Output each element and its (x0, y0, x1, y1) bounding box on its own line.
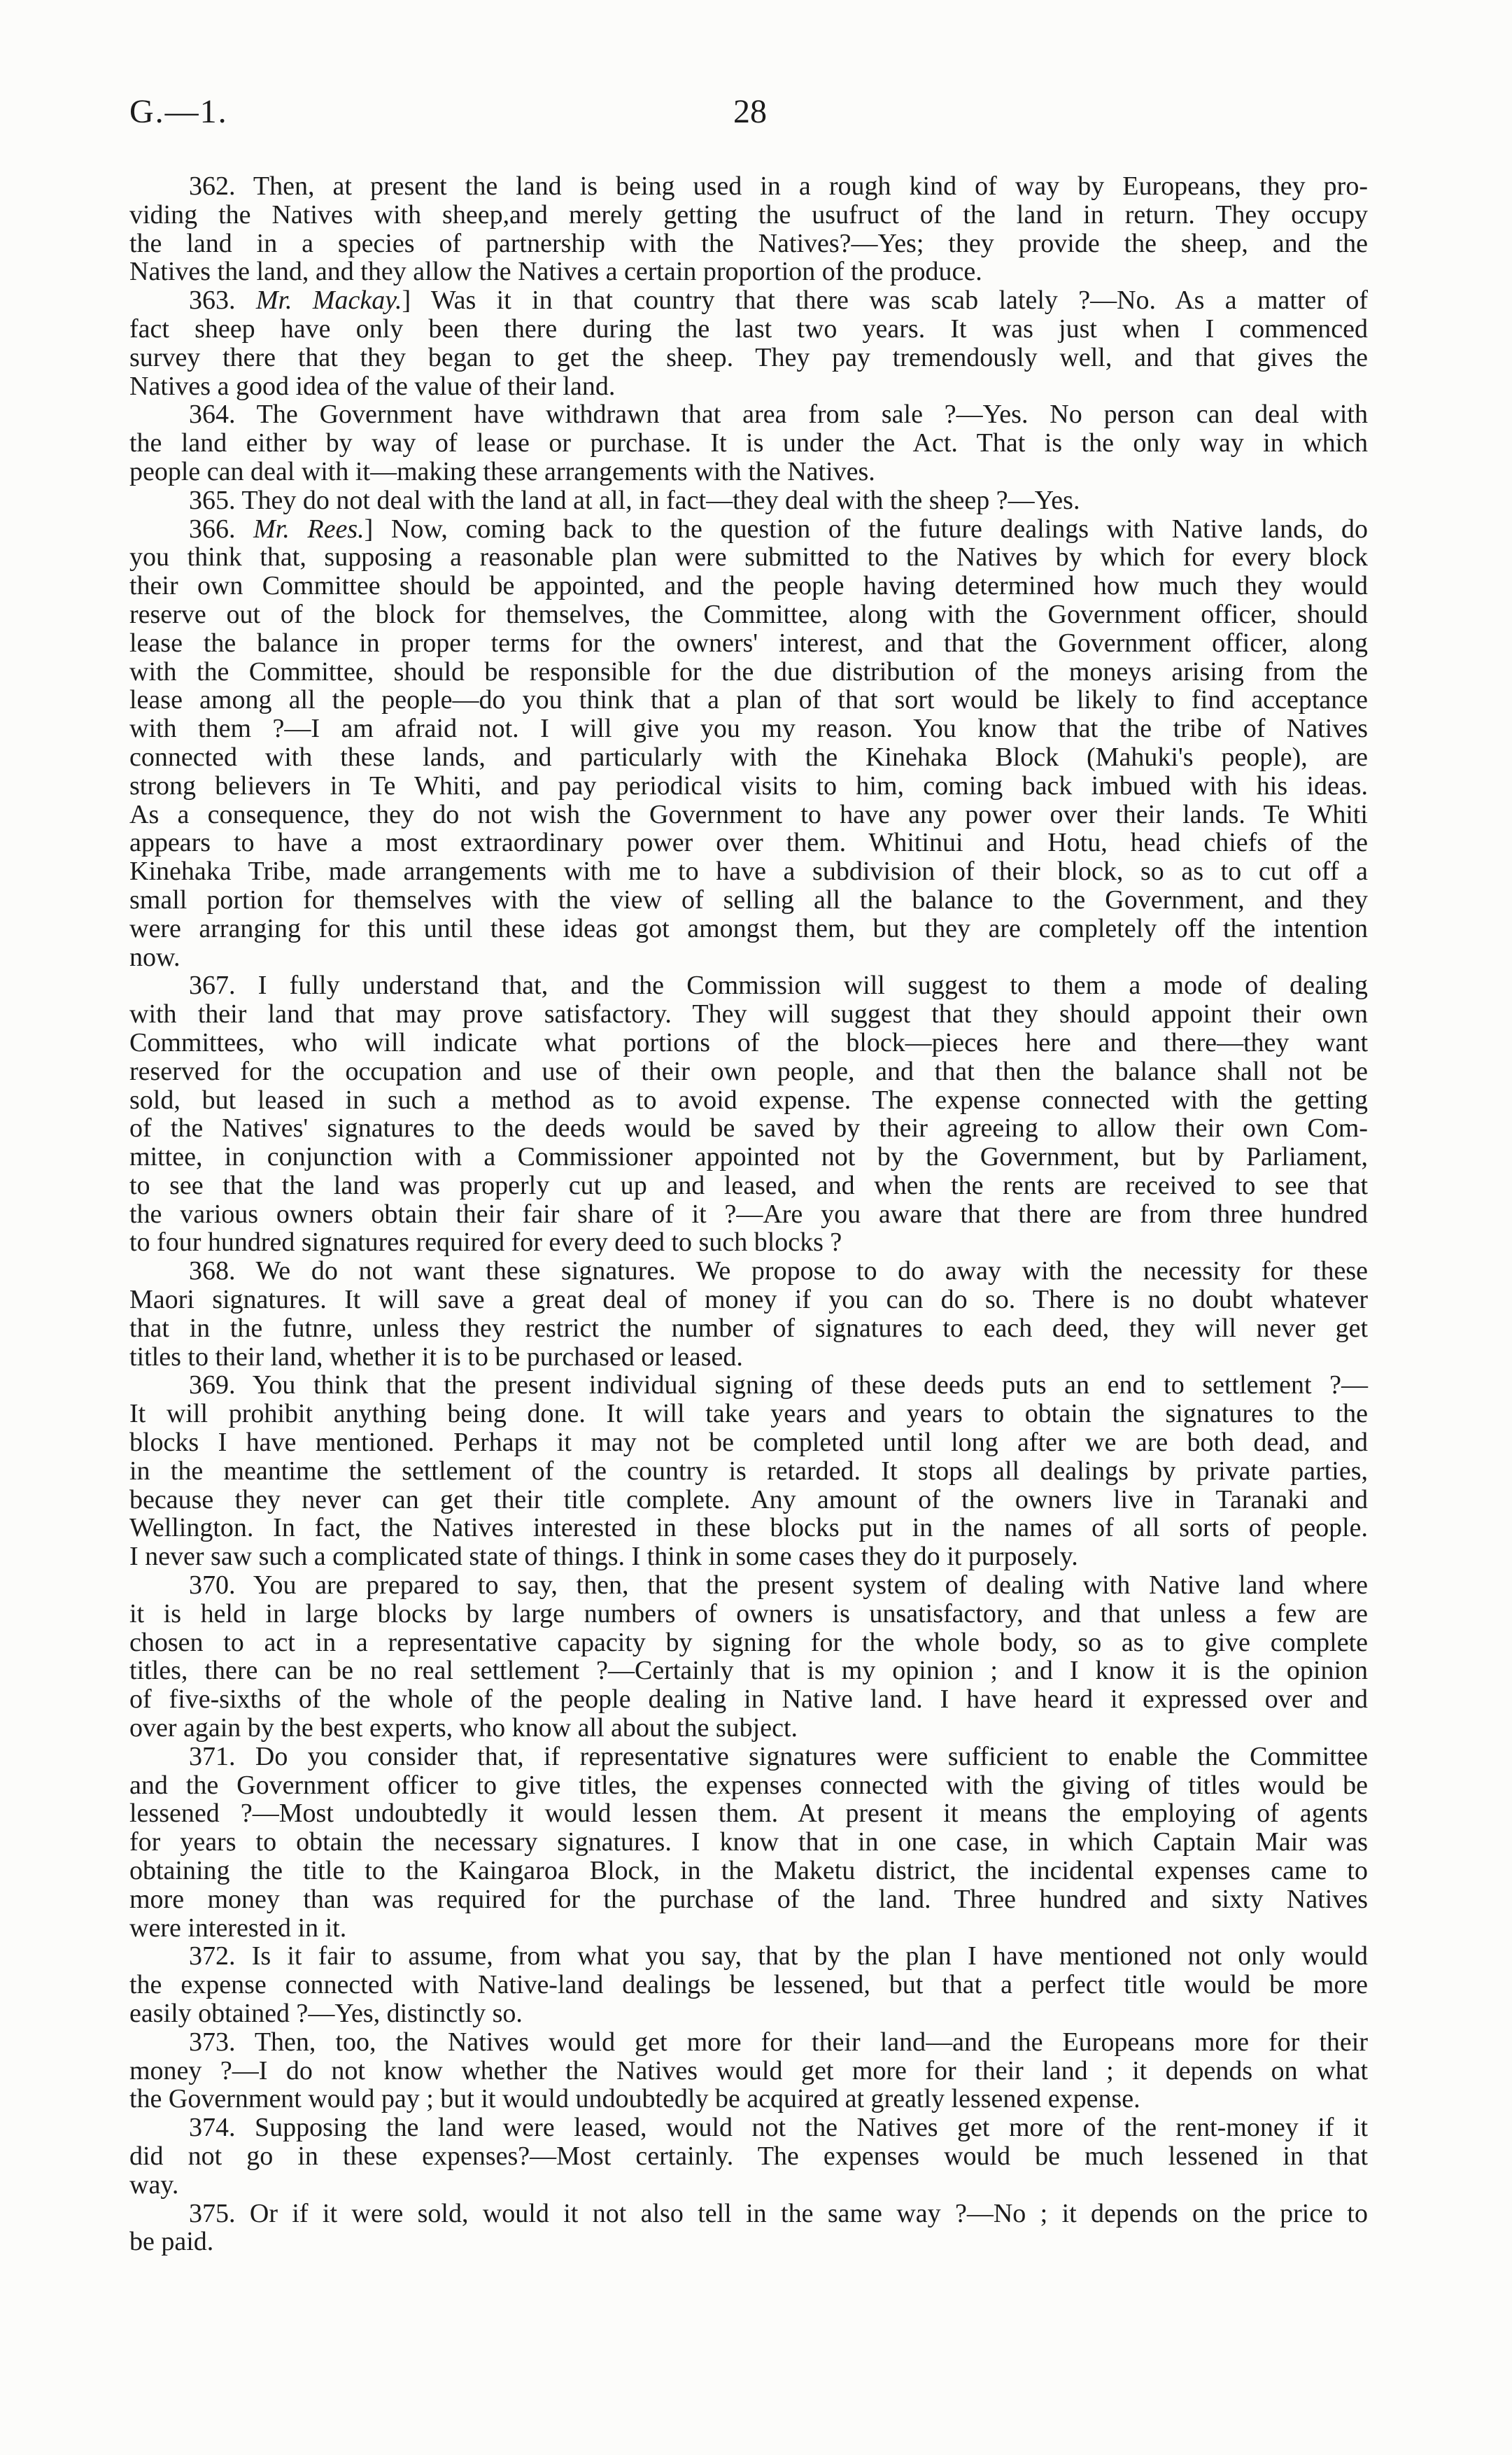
text-line: were arranging for this until these ideas got amongst them, but they are completely off the intention (129, 913, 1368, 943)
text-line (129, 2028, 1368, 2057)
question-number: 374. (189, 2113, 236, 2143)
question-number: 366. (189, 514, 236, 544)
question-number: 369. (189, 1370, 236, 1400)
paragraph-366 (129, 515, 1368, 972)
paragraph-374 (129, 2113, 1368, 2199)
paragraph-363 (129, 286, 1368, 400)
text-line: viding the Natives with sheep,and merely getting the usufruct of the land in return. They occupy (129, 199, 1368, 230)
series-code: G.—1. (129, 93, 228, 130)
paragraph-373 (129, 2028, 1368, 2113)
text-line: more money than was required for the purchase of the land. Three hundred and sixty Natives (129, 1884, 1368, 1914)
question-number: 367. (189, 971, 236, 1001)
line-text: We do not want these signatures. We propose to do away with the necessity for these (255, 1256, 1368, 1286)
text-line: with their land that may prove satisfactory. They will suggest that they should appoint their own (129, 999, 1368, 1029)
text-line: fact sheep have only been there during the last two years. It was just when I commenced (129, 314, 1368, 344)
text-line: you think that, supposing a reasonable plan were submitted to the Natives by which for every block (129, 542, 1368, 572)
paragraph-367 (129, 971, 1368, 1257)
text-line (129, 2200, 1368, 2228)
line-text: Do you consider that, if representative signatures were sufficient to enable the Committee (255, 1741, 1368, 1771)
text-line: obtaining the title to the Kaingaroa Block, in the Maketu district, the incidental expenses came to (129, 1856, 1368, 1886)
line-text: You think that the present individual signing of these deeds puts an end to settlement ?— (252, 1370, 1369, 1400)
text-line: survey there that they began to get the sheep. They pay tremendously well, and that gives the (129, 342, 1368, 372)
text-line: reserve out of the block for themselves, the Committee, along with the Government officer, should (129, 599, 1368, 629)
text-line (129, 515, 1368, 544)
line-text: Then, at present the land is being used in a rough kind of way by Europeans, they pro- (253, 171, 1368, 201)
paragraph-370 (129, 1571, 1368, 1743)
text-line (129, 1571, 1368, 1600)
line-text: Supposing the land were leased, would not the Natives get more of the rent-money if it (255, 2113, 1369, 2143)
question-number: 362. (189, 171, 236, 201)
document-body (129, 172, 1368, 2256)
text-line: Natives the land, and they allow the Natives a certain proportion of the produce. (129, 257, 982, 287)
text-line: Committees, who will indicate what portions of the block—pieces here and there—they want (129, 1027, 1368, 1057)
text-line: lessened ?—Most undoubtedly it would lessen them. At present it means the employing of agents (129, 1799, 1368, 1829)
text-line: for years to obtain the necessary signatures. I know that in one case, in which Captain Mair was (129, 1827, 1368, 1857)
text-line: titles, there can be no real settlement ?—Certainly that is my opinion ; and I know it is the opinion (129, 1656, 1368, 1686)
text-line: in the meantime the settlement of the country is retarded. It stops all dealings by private parties, (129, 1456, 1368, 1486)
line-text: The Government have withdrawn that area from sale ?—Yes. No person can deal with (256, 400, 1368, 430)
text-line (129, 1743, 1368, 1771)
paragraph-368 (129, 1257, 1368, 1371)
text-line: titles to their land, whether it is to be purchased or leased. (129, 1342, 743, 1372)
paragraph-369 (129, 1371, 1368, 1571)
line-text: Is it fair to assume, from what you say, that by the plan I have mentioned not only would (251, 1941, 1368, 1971)
text-line (129, 172, 1368, 201)
text-line: the various owners obtain their fair share of it ?—Are you aware that there are from three hundred (129, 1199, 1368, 1229)
text-line: the land either by way of lease or purchase. It is under the Act. That is the only way in which (129, 428, 1368, 458)
paragraph-365 (129, 486, 1368, 515)
text-line (129, 1257, 1368, 1286)
text-line: chosen to act in a representative capacity by signing for the whole body, so as to give complete (129, 1627, 1368, 1657)
text-line: sold, but leased in such a method as to avoid expense. The expense connected with the getting (129, 1085, 1368, 1115)
running-head (129, 94, 1368, 129)
text-line (129, 1942, 1368, 1971)
text-line: now. (129, 942, 181, 972)
text-line: and the Government officer to give titles, the expenses connected with the giving of titles would be (129, 1770, 1368, 1800)
question-number: 370. (189, 1570, 236, 1601)
text-line: because they never can get their title complete. Any amount of the owners live in Taranaki and (129, 1484, 1368, 1514)
text-line (129, 486, 1368, 515)
text-line: Kinehaka Tribe, made arrangements with me to have a subdivision of their block, so as to cut off a (129, 857, 1368, 887)
line-text: I fully understand that, and the Commission will suggest to them a mode of dealing (257, 971, 1368, 1001)
text-line: easily obtained ?—Yes, distinctly so. (129, 1999, 523, 2028)
text-line: blocks I have mentioned. Perhaps it may not be completed until long after we are both dead, and (129, 1428, 1368, 1458)
text-line: their own Committee should be appointed, and the people having determined how much they would (129, 571, 1368, 601)
line-text: ] Was it in that country that there was scab lately ?—No. As a matter of (402, 286, 1369, 316)
line-text: You are prepared to say, then, that the present system of dealing with Native land where (253, 1570, 1368, 1601)
paragraph-372 (129, 1942, 1368, 2027)
text-line: to four hundred signatures required for every deed to such blocks ? (129, 1228, 842, 1258)
text-line: be paid. (129, 2227, 214, 2257)
question-number: 371. (189, 1741, 236, 1771)
question-number: 364. (189, 400, 236, 430)
speaker-name: Mr. Rees. (253, 514, 365, 544)
line-text: Then, too, the Natives would get more for their land—and the Europeans more for their (254, 2027, 1368, 2057)
text-line: Natives a good idea of the value of their land. (129, 371, 616, 401)
text-line (129, 400, 1368, 429)
text-line: it is held in large blocks by large numbers of owners is unsatisfactory, and that unless a few are (129, 1598, 1368, 1629)
text-line: were interested in it. (129, 1913, 347, 1943)
paragraph-371 (129, 1743, 1368, 1943)
text-line (129, 2113, 1368, 2142)
question-number: 372. (189, 1941, 236, 1971)
text-line: that in the futnre, unless they restrict the number of signatures to each deed, they will never get (129, 1313, 1368, 1343)
text-line: money ?—I do not know whether the Natives would get more for their land ; it depends on what (129, 2055, 1368, 2085)
paragraph-362 (129, 172, 1368, 286)
paragraph-364 (129, 400, 1368, 486)
line-text: They do not deal with the land at all, in fact—they deal with the sheep ?—Yes. (241, 485, 1080, 515)
text-line: to see that the land was properly cut up and leased, and when the rents are received to see that (129, 1170, 1368, 1200)
question-number: 363. (189, 286, 236, 316)
text-line: of five-sixths of the whole of the people dealing in Native land. I have heard it expressed over and (129, 1684, 1368, 1715)
line-text: ] Now, coming back to the question of the future dealings with Native lands, do (364, 514, 1368, 544)
paragraph-375 (129, 2200, 1368, 2257)
text-line (129, 286, 1368, 315)
text-line: appears to have a most extraordinary power over them. Whitinui and Hotu, head chiefs of the (129, 828, 1368, 858)
text-line: of the Natives' signatures to the deeds would be saved by their agreeing to allow their own Com- (129, 1113, 1368, 1144)
text-line (129, 971, 1368, 1000)
text-line: lease the balance in proper terms for the owners' interest, and that the Government officer, along (129, 628, 1368, 658)
question-number: 368. (189, 1256, 236, 1286)
text-line: small portion for themselves with the view of selling all the balance to the Government, and they (129, 885, 1368, 915)
page-number: 28 (733, 93, 767, 130)
text-line: the land in a species of partnership with the Natives?—Yes; they provide the sheep, and the (129, 228, 1368, 258)
text-line: strong believers in Te Whiti, and pay periodical visits to him, coming back imbued with his ideas. (129, 771, 1368, 801)
text-line: with the Committee, should be responsible for the due distribution of the moneys arising from the (129, 656, 1368, 687)
text-line: As a consequence, they do not wish the Government to have any power over their lands. Te Whiti (129, 799, 1368, 829)
text-line: did not go in these expenses?—Most certainly. The expenses would be much lessened in that (129, 2141, 1368, 2171)
question-number: 375. (189, 2198, 236, 2228)
text-line: reserved for the occupation and use of their own people, and that then the balance shall not be (129, 1056, 1368, 1086)
text-line: Maori signatures. It will save a great deal of money if you can do so. There is no doubt whatever (129, 1285, 1368, 1315)
text-line (129, 1371, 1368, 1400)
text-line: the expense connected with Native-land dealings be lessened, but that a perfect title would be more (129, 1970, 1368, 2000)
line-text: Or if it were sold, would it not also tell in the same way ?—No ; it depends on the price to (249, 2198, 1368, 2228)
text-line: Wellington. In fact, the Natives interested in these blocks put in the names of all sorts of people. (129, 1513, 1368, 1543)
text-line: It will prohibit anything being done. It will take years and years to obtain the signatures to the (129, 1399, 1368, 1429)
question-number: 365. (189, 485, 236, 515)
text-line: the Government would pay ; but it would undoubtedly be acquired at greatly lessened expense. (129, 2084, 1140, 2114)
text-line: I never saw such a complicated state of things. I think in some cases they do it purposely. (129, 1542, 1078, 1572)
text-line: with them ?—I am afraid not. I will give you my reason. You know that the tribe of Natives (129, 714, 1368, 744)
text-line: mittee, in conjunction with a Commissioner appointed not by the Government, but by Parliament, (129, 1142, 1368, 1172)
text-line: over again by the best experts, who know all about the subject. (129, 1713, 798, 1743)
speaker-name: Mr. Mackay. (255, 286, 402, 316)
text-line: connected with these lands, and particularly with the Kinehaka Block (Mahuki's people), are (129, 742, 1368, 772)
question-number: 373. (189, 2027, 236, 2057)
text-line: people can deal with it—making these arrangements with the Natives. (129, 456, 875, 486)
text-line: way. (129, 2169, 179, 2200)
text-line: lease among all the people—do you think that a plan of that sort would be likely to find acceptance (129, 685, 1368, 715)
